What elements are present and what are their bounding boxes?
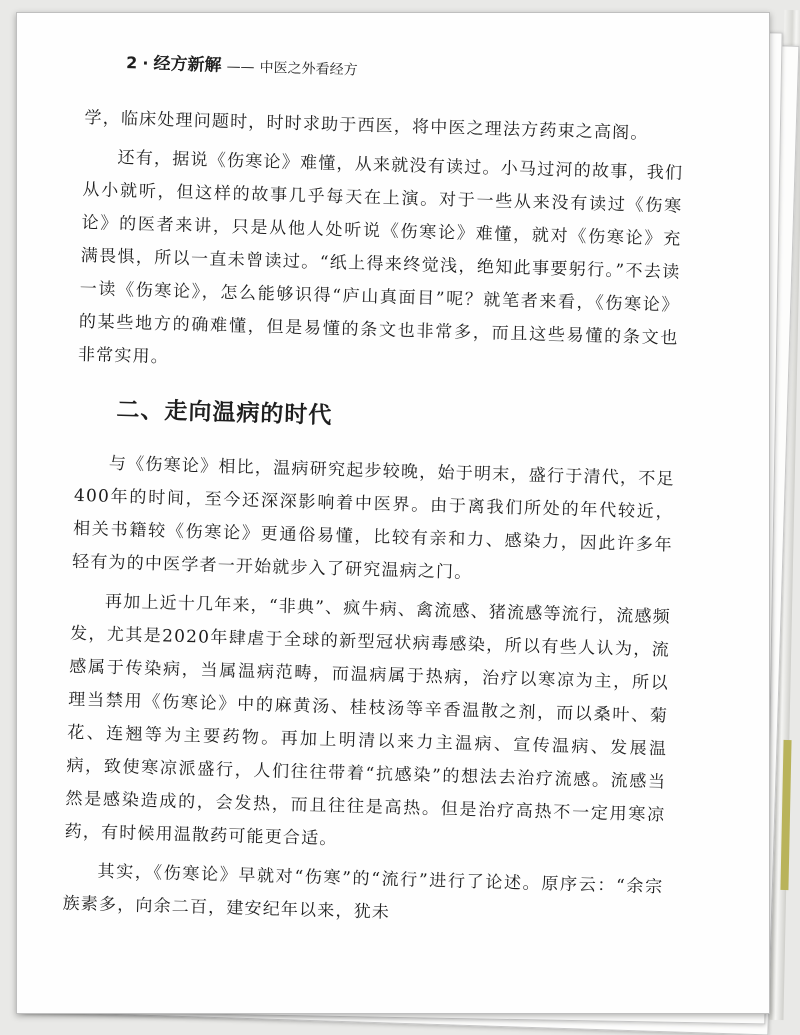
book-subtitle: 中医之外看经方 — [259, 59, 358, 79]
page-content — [62, 31, 687, 937]
paragraph: 其实，《伤寒论》早就对“伤寒”的“流行”进行了论述。原序云：“余宗族素多，向余二百，建安纪年以来，犹未 — [62, 861, 664, 923]
book-page — [16, 12, 770, 1014]
head-dash: —— — [226, 58, 255, 76]
section-title: 二、走向温病的时代 — [116, 396, 333, 429]
paragraph: 还有，据说《伤寒论》难懂，从来就没有读过。小马过河的故事，我们从小就听，但这样的故事几乎每天在上演。对于一些从来没有读过《伤寒论》的医者来讲，只是从他人处听说《伤寒论》难懂，就对《伤寒论》充满畏惧，所以一直未曾读过。“纸上得来终觉浅，绝知此事要躬行。”不去读一读《伤寒论》，怎么能够识得“庐山真面目”呢？就笔者来看，《伤寒论》的某些地方的确难懂，但是易懂的条文也非常多，而且这些易懂的条文也非常实用。 — [77, 147, 684, 368]
head-separator: · — [142, 53, 149, 73]
paragraph: 再加上近十几年来，“非典”、疯牛病、禽流感、猪流感等流行，流感频发，尤其是2020年肆虐于全球的新型冠状病毒感染，所以有些人认为，流感属于传染病，当属温病范畴，而温病属于热病，治疗以寒凉为主，所以理当禁用《伤寒论》中的麻黄汤、桂枝汤等辛香温散之剂，而以桑叶、菊花、连翘等为主要药物。再加上明清以来力主温病、宣传温病、发展温病，致使寒凉派盛行，人们往往带着“抗感染”的想法去治疗流感。流感当然是感染造成的，会发热，而且往往是高热。但是治疗高热不一定用寒凉药，有时候用温散药可能更合适。 — [64, 591, 672, 850]
page-number: 2 — [125, 53, 138, 73]
paragraph-continued: 学，临床处理问题时，时时求助于西医，将中医之理法方药束之高阁。 — [84, 107, 649, 144]
cover-edge — [780, 740, 791, 890]
book-title: 经方新解 — [153, 53, 222, 76]
paragraph: 与《伤寒论》相比，温病研究起步较晚，始于明末，盛行于清代，不足400年的时间，至今还深深影响着中医界。由于离我们所处的年代较近，相关书籍较《伤寒论》更通俗易懂，比较有亲和力、感染力，因此许多年轻有为的中医学者一开始就步入了研究温病之门。 — [71, 453, 675, 583]
running-head — [126, 48, 686, 89]
